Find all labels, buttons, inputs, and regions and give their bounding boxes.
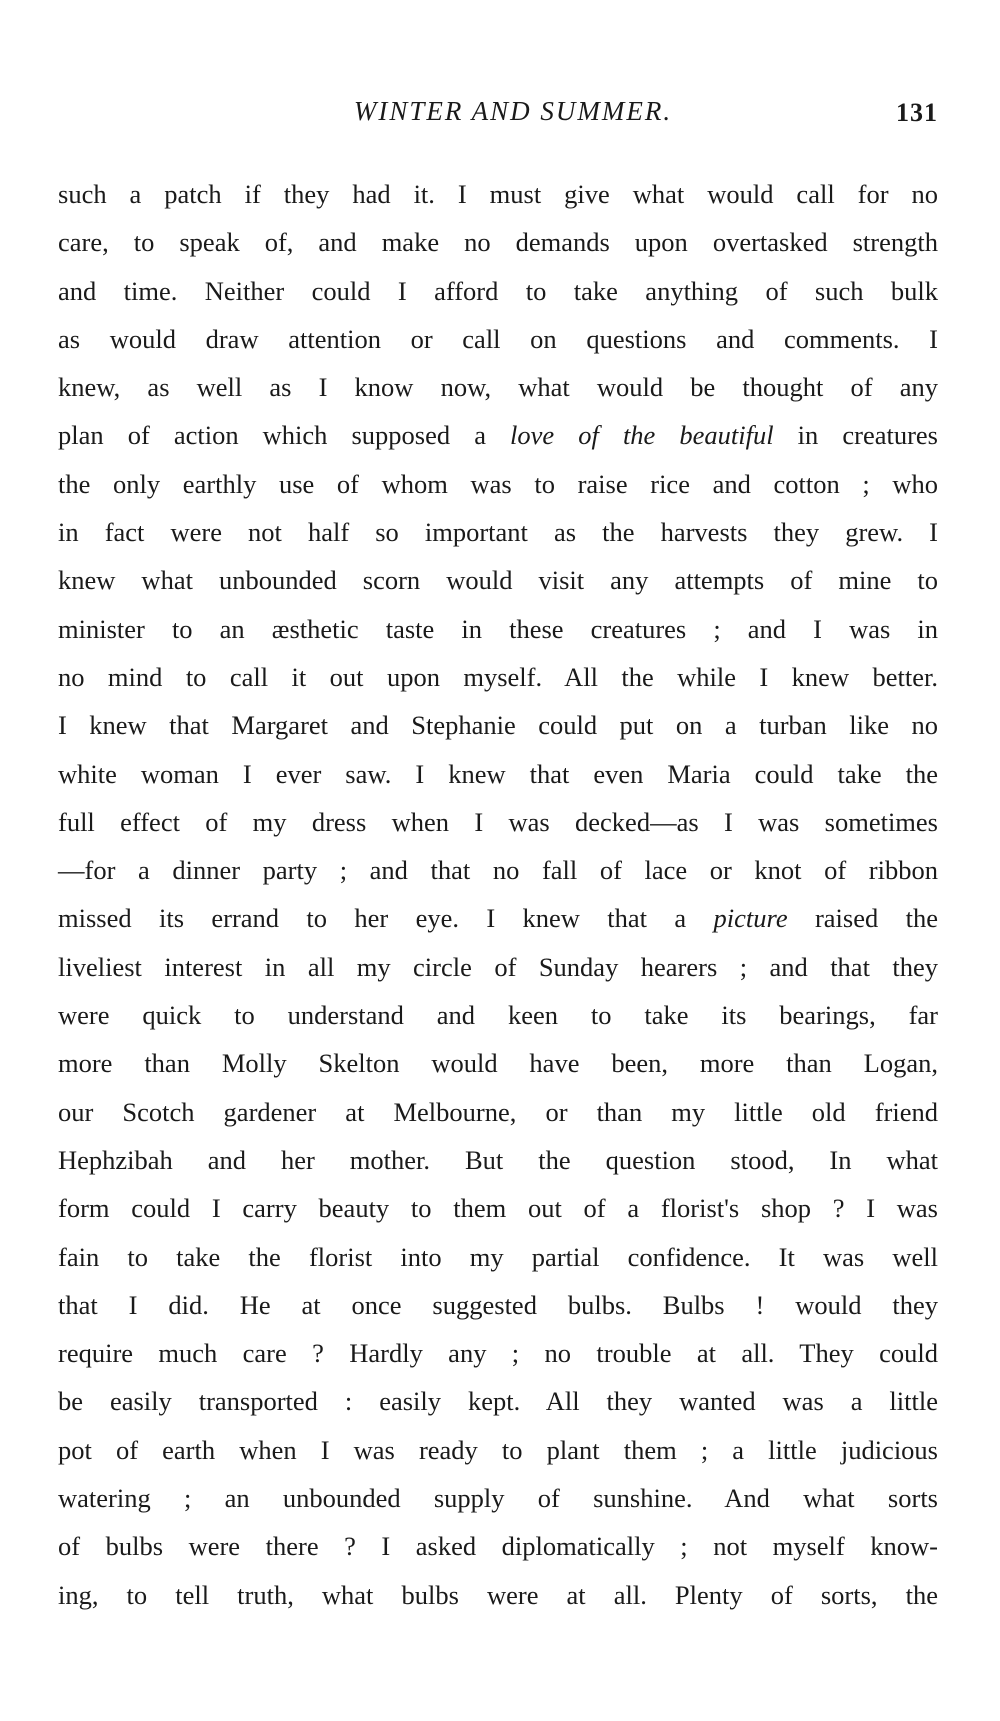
- text-line: [58, 411, 938, 459]
- text-line: [58, 653, 938, 701]
- text-run: our Scotch gardener at Melbourne, or than my little old friend: [58, 1096, 938, 1127]
- italic-phrase: picture: [713, 903, 788, 934]
- text-line: [58, 1474, 938, 1522]
- text-run: such a patch if they had it. I must give what would call for no: [58, 179, 938, 209]
- text-run: minister to an æsthetic taste in these creatures ; and I was in: [58, 613, 938, 644]
- text-line: [58, 1571, 938, 1619]
- text-line: [58, 943, 938, 991]
- text-run: liveliest interest in all my circle of Sunday hearers ; and that they: [58, 951, 938, 982]
- text-run: fain to take the florist into my partial confidence. It was well: [58, 1241, 938, 1272]
- text-run: form could I carry beauty to them out of a florist's shop ? I was: [58, 1193, 938, 1224]
- text-run: I knew that Margaret and Stephanie could put on a turban like no: [58, 710, 938, 741]
- text-line: [58, 1233, 938, 1281]
- text-run: that I did. He at once suggested bulbs. Bulbs ! would they: [58, 1289, 938, 1320]
- page-number: 131: [896, 98, 938, 127]
- text-run: be easily transported : easily kept. All they wanted was a little: [58, 1386, 938, 1417]
- text-run: care, to speak of, and make no demands upon overtasked strength: [58, 227, 938, 258]
- running-title: WINTER AND SUMMER.: [353, 96, 673, 126]
- text-run: the only earthly use of whom was to raise rice and cotton ; who: [58, 468, 938, 499]
- text-run: plan of action which supposed a: [58, 420, 511, 451]
- text-line: [58, 218, 938, 266]
- text-line: [58, 1377, 938, 1425]
- text-line: [58, 605, 938, 653]
- text-run: ing, to tell truth, what bulbs were at all. Plenty of sorts, the: [58, 1579, 938, 1610]
- text-run: full effect of my dress when I was decked—as I was sometimes: [58, 806, 938, 837]
- text-run: knew what unbounded scorn would visit any attempts of mine to: [58, 565, 938, 596]
- text-run: Hephzibah and her mother. But the question stood, In what: [58, 1144, 938, 1175]
- italic-phrase: love of the beautiful: [510, 420, 774, 451]
- text-run: more than Molly Skelton would have been, more than Logan,: [58, 1048, 938, 1079]
- text-run: as would draw attention or call on questions and comments. I: [58, 323, 938, 354]
- body-text: [58, 170, 938, 1619]
- text-run: missed its errand to her eye. I knew that a: [58, 903, 714, 934]
- text-run: raised the: [787, 903, 938, 934]
- text-line: [58, 846, 938, 894]
- text-line: [58, 991, 938, 1039]
- text-run: of bulbs were there ? I asked diplomatically ; not myself know-: [58, 1531, 938, 1562]
- text-line: [58, 1522, 938, 1570]
- text-run: were quick to understand and keen to take its bearings, far: [58, 1000, 938, 1031]
- text-run: —for a dinner party ; and that no fall of lace or knot of ribbon: [58, 855, 938, 886]
- text-run: and time. Neither could I afford to take anything of such bulk: [58, 275, 938, 306]
- text-line: [58, 701, 938, 749]
- text-run: in creatures: [773, 420, 938, 451]
- text-line: [58, 315, 938, 363]
- text-run: no mind to call it out upon myself. All the while I knew better.: [58, 661, 938, 692]
- text-line: [58, 894, 938, 942]
- text-line: [58, 1184, 938, 1232]
- text-line: [58, 508, 938, 556]
- text-line: [58, 460, 938, 508]
- text-run: pot of earth when I was ready to plant them ; a little judicious: [58, 1434, 938, 1465]
- text-line: [58, 363, 938, 411]
- text-line: [58, 1136, 938, 1184]
- text-run: white woman I ever saw. I knew that even Maria could take the: [58, 758, 938, 789]
- page-header: [58, 96, 938, 136]
- text-line: [58, 170, 938, 218]
- text-line: [58, 1039, 938, 1087]
- text-run: watering ; an unbounded supply of sunshine. And what sorts: [58, 1483, 938, 1514]
- text-line: [58, 556, 938, 604]
- text-line: [58, 1329, 938, 1377]
- text-line: [58, 798, 938, 846]
- text-line: [58, 1088, 938, 1136]
- text-run: in fact were not half so important as the harvests they grew. I: [58, 517, 938, 548]
- text-line: [58, 1281, 938, 1329]
- text-line: [58, 750, 938, 798]
- text-line: [58, 267, 938, 315]
- text-run: knew, as well as I know now, what would be thought of any: [58, 372, 938, 403]
- text-run: require much care ? Hardly any ; no trouble at all. They could: [58, 1338, 938, 1369]
- text-line: [58, 1426, 938, 1474]
